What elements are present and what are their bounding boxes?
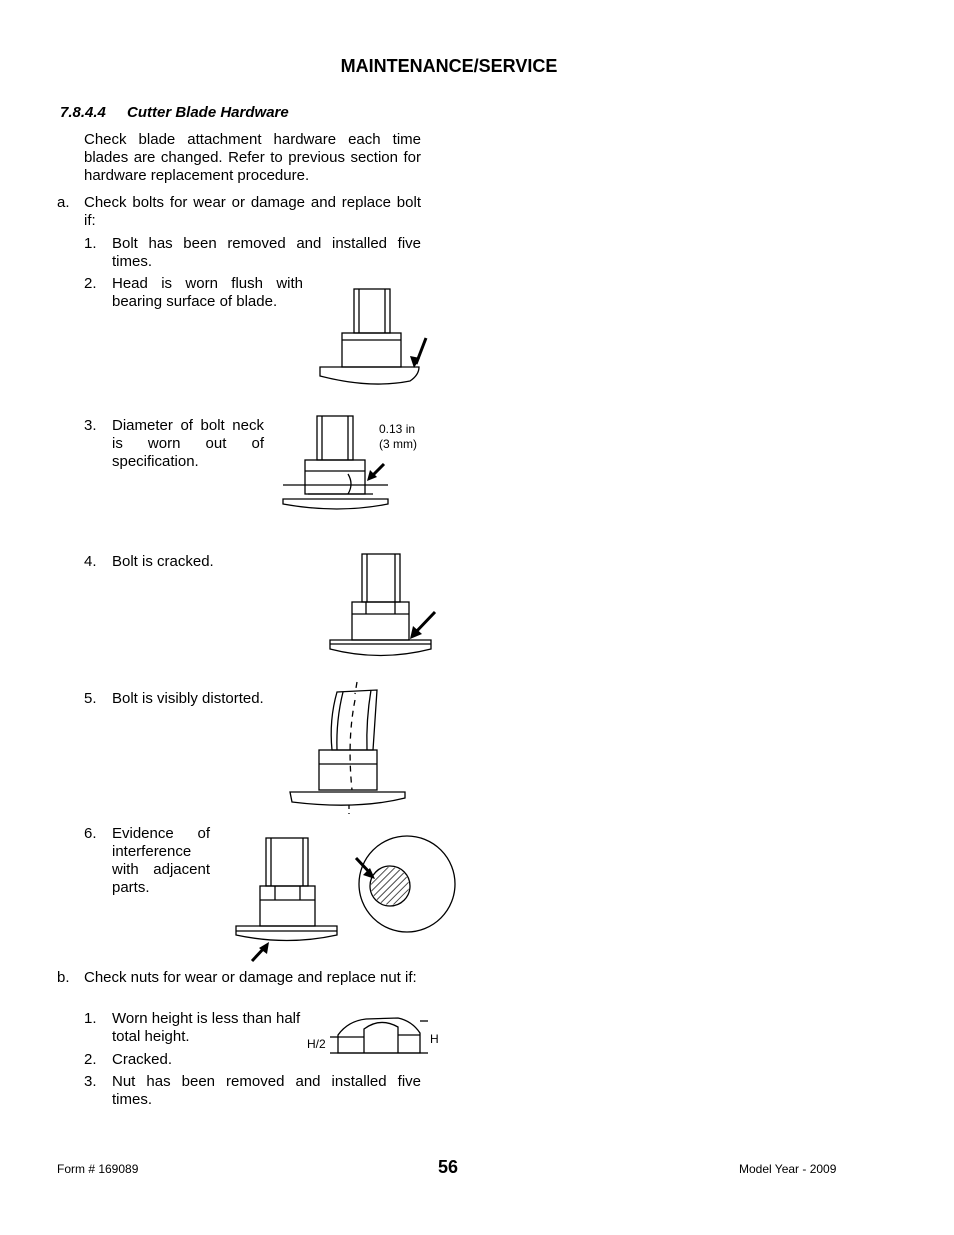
bolt-item-5-number: 5. bbox=[84, 690, 97, 707]
bolt-item-4-text: Bolt is cracked. bbox=[112, 553, 214, 570]
bolt-item-3-text: Diameter of bolt neck is worn out of specification. bbox=[112, 417, 264, 470]
section-number: 7.8.4.4 bbox=[60, 104, 106, 121]
section-heading bbox=[60, 104, 289, 121]
bolt-neck-figure bbox=[278, 412, 393, 516]
bolt-check-text: Check bolts for wear or damage and replace bolt if: bbox=[84, 194, 421, 229]
interference-figure bbox=[232, 832, 460, 964]
form-number: Form # 169089 bbox=[57, 1162, 139, 1176]
bolt-item-1-text: Bolt has been removed and installed five times. bbox=[112, 235, 421, 270]
bolt-item-4-number: 4. bbox=[84, 553, 97, 570]
nut-full-height-label: H bbox=[430, 1032, 439, 1046]
nut-item-3-number: 3. bbox=[84, 1073, 97, 1090]
model-year: Model Year - 2009 bbox=[739, 1162, 837, 1176]
nut-item-2-number: 2. bbox=[84, 1051, 97, 1068]
list-letter-b: b. bbox=[57, 969, 70, 986]
nut-height-figure bbox=[330, 1013, 430, 1059]
page-number: 56 bbox=[438, 1157, 459, 1177]
nut-half-height-label: H/2 bbox=[307, 1037, 326, 1051]
neck-dimension-mm: (3 mm) bbox=[379, 437, 417, 451]
nut-check-text: Check nuts for wear or damage and replace nut if: bbox=[84, 969, 417, 986]
bolt-item-6-text: Evidence of interference with adjacent parts. bbox=[112, 825, 210, 896]
bolt-item-2-text: Head is worn flush with bearing surface of blade. bbox=[112, 275, 303, 310]
list-letter-a: a. bbox=[57, 194, 70, 211]
nut-item-1-text: Worn height is less than half total height. bbox=[112, 1010, 301, 1045]
cracked-bolt-figure bbox=[328, 552, 438, 662]
bolt-item-5-text: Bolt is visibly distorted. bbox=[112, 690, 264, 707]
intro-paragraph: Check blade attachment hardware each time blades are changed. Refer to previous section for hardware replacement procedure. bbox=[84, 131, 421, 184]
neck-dimension-inch: 0.13 in bbox=[379, 422, 416, 436]
nut-item-3-text: Nut has been removed and installed five times. bbox=[112, 1073, 421, 1108]
bolt-item-1-number: 1. bbox=[84, 235, 97, 252]
bolt-item-3-number: 3. bbox=[84, 417, 97, 434]
bolt-item-6-number: 6. bbox=[84, 825, 97, 842]
worn-head-figure bbox=[315, 283, 430, 389]
page-title: MAINTENANCE/SERVICE bbox=[340, 56, 558, 76]
section-title: Cutter Blade Hardware bbox=[127, 104, 289, 121]
nut-item-2-text: Cracked. bbox=[112, 1051, 173, 1068]
distorted-bolt-figure bbox=[287, 680, 409, 816]
nut-item-1-number: 1. bbox=[84, 1010, 97, 1027]
bolt-item-2-number: 2. bbox=[84, 275, 97, 292]
